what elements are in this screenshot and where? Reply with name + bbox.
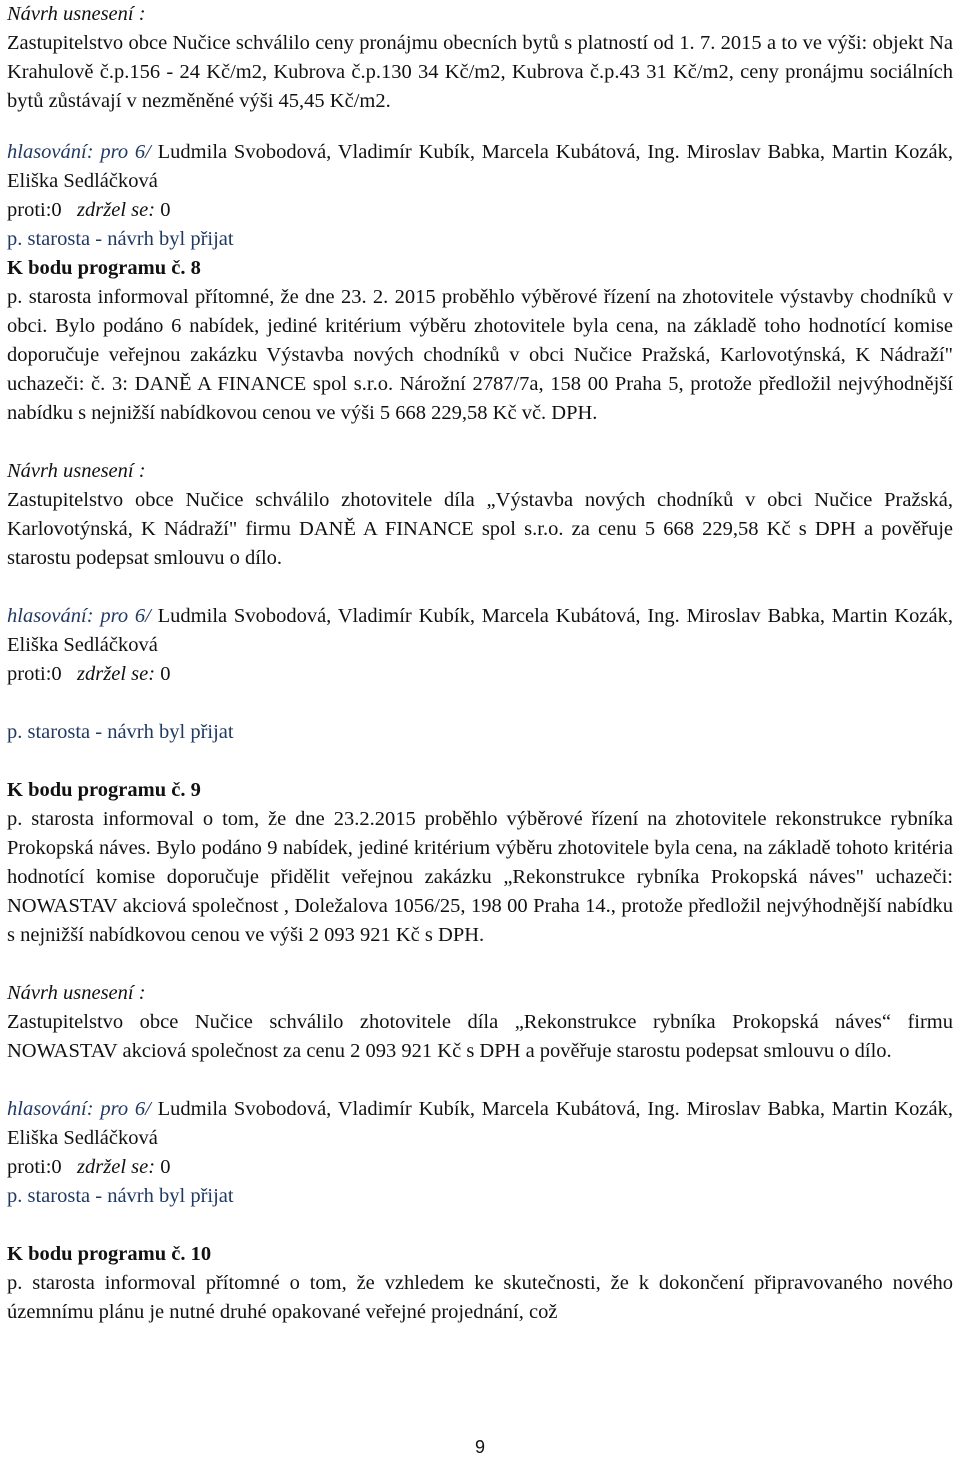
proti-count: proti:0: [7, 199, 62, 221]
agenda-item-title: K bodu programu č. 8: [7, 257, 201, 279]
voting-counts: [7, 660, 953, 689]
resolution-heading: Návrh usnesení :: [7, 982, 146, 1004]
voting-result: p. starosta - návrh byl přijat: [7, 228, 234, 250]
agenda-item-text: p. starosta informoval o tom, že dne 23.2.2015 proběhlo výběrové řízení na zhotovitele rekonstrukce rybníka Prokopská náves. Bylo podáno 9 nabídek, jediné kritérium výběru zhotovitele byla cena, na základě tohoto kritéria hodnotící komise doporučuje přidělit veřejnou zakázku „Rekonstrukce rybníka Prokopská náves" uchazeči: NOWASTAV akciová společnost , Doležalova 1056/25, 198 00 Praha 14., protože předložil nejvýhodnější nabídku s nejnižší nabídkovou cenou ve výši 2 093 921 Kč s DPH.: [7, 808, 953, 946]
voting-record: [7, 138, 953, 196]
voting-label: hlasování: pro 6/: [7, 141, 151, 163]
resolution-text: Zastupitelstvo obce Nučice schválilo zhotovitele díla „Rekonstrukce rybníka Prokopská náves“ firmu NOWASTAV akciová společnost za cenu 2 093 921 Kč s DPH a pověřuje starostu podepsat smlouvu o dílo.: [7, 1011, 953, 1062]
resolution-text: Zastupitelstvo obce Nučice schválilo zhotovitele díla „Výstavba nových chodníků v obci Nučice Pražská, Karlovotýnská, K Nádraží" firmu DANĚ A FINANCE spol s.r.o. za cenu 5 668 229,58 Kč s DPH a pověřuje starostu podepsat smlouvu o dílo.: [7, 489, 953, 569]
voting-names: Ludmila Svobodová, Vladimír Kubík, Marcela Kubátová, Ing. Miroslav Babka, Martin Kozák, Eliška Sedláčková: [7, 141, 953, 192]
voting-counts: [7, 1153, 953, 1182]
voting-result: p. starosta - návrh byl přijat: [7, 721, 234, 743]
voting-names: Ludmila Svobodová, Vladimír Kubík, Marcela Kubátová, Ing. Miroslav Babka, Martin Kozák, Eliška Sedláčková: [7, 605, 953, 656]
zdrzel-label: zdržel se:: [77, 1156, 156, 1178]
voting-record: [7, 602, 953, 660]
zdrzel-label: zdržel se:: [77, 663, 156, 685]
voting-counts: [7, 196, 953, 225]
zdrzel-count: 0: [160, 663, 171, 685]
proti-count: proti:0: [7, 663, 62, 685]
agenda-item-title: K bodu programu č. 10: [7, 1243, 212, 1265]
voting-names: Ludmila Svobodová, Vladimír Kubík, Marcela Kubátová, Ing. Miroslav Babka, Martin Kozák, Eliška Sedláčková: [7, 1098, 953, 1149]
agenda-item-text: p. starosta informoval přítomné, že dne 23. 2. 2015 proběhlo výběrové řízení na zhotovitele výstavby chodníků v obci. Bylo podáno 6 nabídek, jediné kritérium výběru zhotovitele byla cena, na základě toho hodnotící komise doporučuje veřejnou zakázku Výstavba nových chodníků v obci Nučice Pražská, Karlovotýnská, K Nádraží" uchazeči: č. 3: DANĚ A FINANCE spol s.r.o. Nárožní 2787/7a, 158 00 Praha 5, protože předložil nejvýhodnější nabídku s nejnižší nabídkovou cenou ve výši 5 668 229,58 Kč vč. DPH.: [7, 286, 953, 424]
page-number: 9: [474, 1437, 485, 1457]
agenda-item-title: K bodu programu č. 9: [7, 779, 201, 801]
voting-label: hlasování: pro 6/: [7, 1098, 151, 1120]
voting-label: hlasování: pro 6/: [7, 605, 151, 627]
resolution-heading: Návrh usnesení :: [7, 3, 146, 25]
zdrzel-count: 0: [160, 199, 171, 221]
document-page: [7, 0, 953, 1327]
resolution-heading: Návrh usnesení :: [7, 460, 146, 482]
agenda-item-text: p. starosta informoval přítomné o tom, že vzhledem ke skutečnosti, že k dokončení připravovaného nového územnímu plánu je nutné druhé opakované veřejné projednání, což: [7, 1272, 953, 1323]
resolution-text: Zastupitelstvo obce Nučice schválilo ceny pronájmu obecních bytů s platností od 1. 7. 2015 a to ve výši: objekt Na Krahulově č.p.156 - 24 Kč/m2, Kubrova č.p.130 34 Kč/m2, Kubrova č.p.43 31 Kč/m2, ceny pronájmu sociálních bytů zůstávají v nezměněné výši 45,45 Kč/m2.: [7, 32, 953, 112]
zdrzel-count: 0: [160, 1156, 171, 1178]
voting-result: p. starosta - návrh byl přijat: [7, 1185, 234, 1207]
zdrzel-label: zdržel se:: [77, 199, 156, 221]
voting-record: [7, 1095, 953, 1153]
proti-count: proti:0: [7, 1156, 62, 1178]
